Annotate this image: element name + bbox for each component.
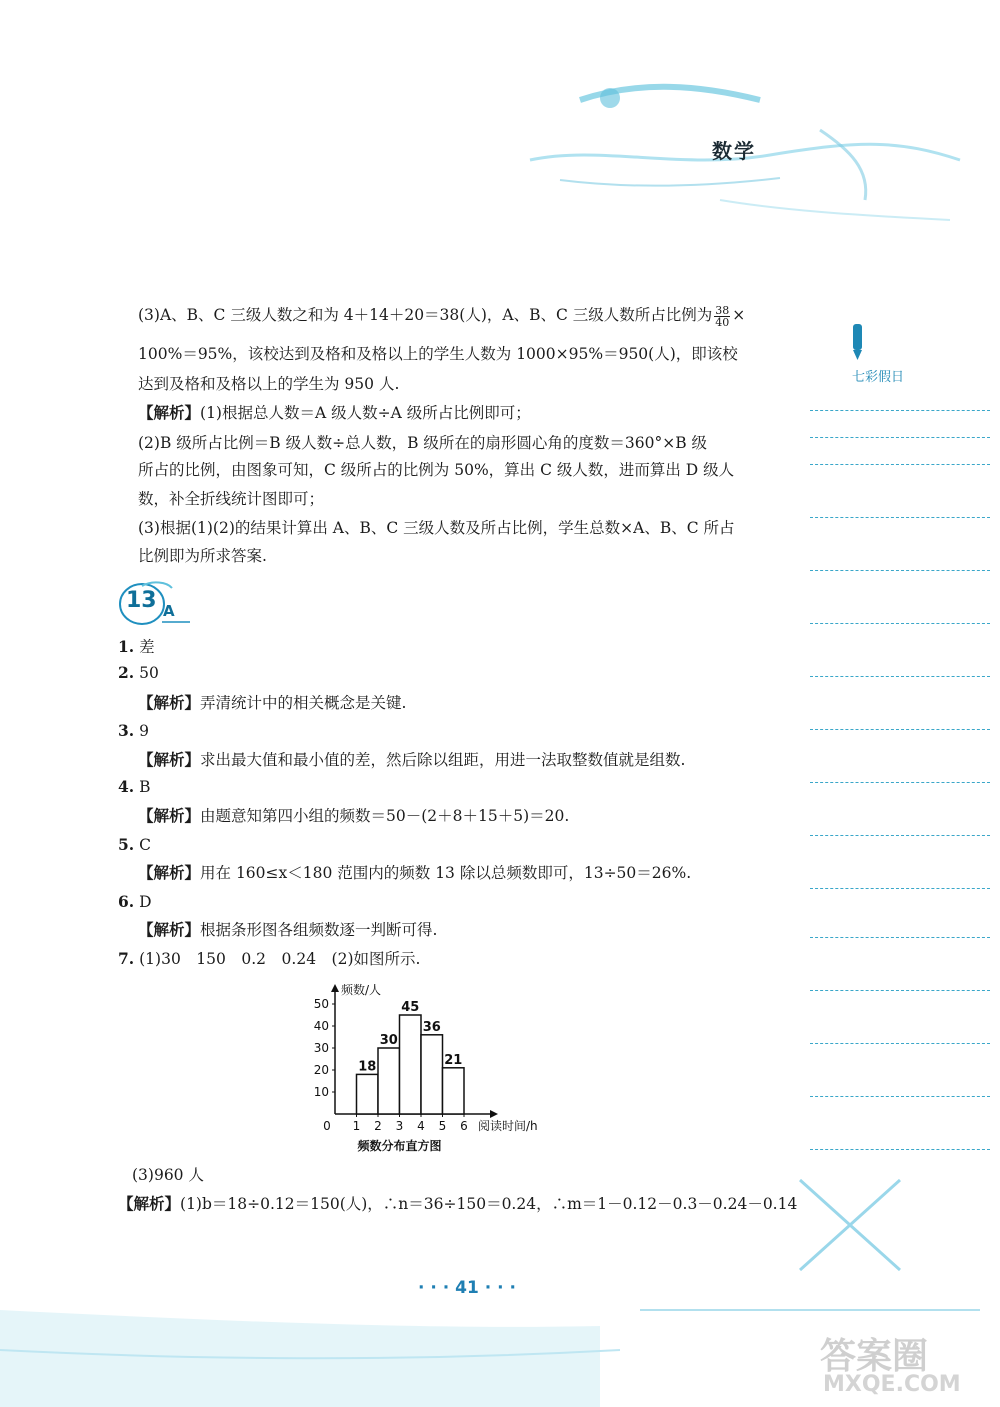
y-tick-label: 50 — [313, 997, 329, 1011]
x-tick-label: 5 — [438, 1119, 447, 1133]
answer-item — [118, 891, 152, 913]
x-tick-label: 6 — [460, 1119, 468, 1133]
page-number: · · · 41 · · · — [418, 1278, 516, 1298]
note-line — [810, 1043, 990, 1044]
histogram-bar — [421, 1035, 443, 1114]
answer-text: 9 — [139, 722, 149, 740]
answer-item — [118, 720, 149, 742]
answer-text: B — [139, 778, 151, 796]
note-line — [810, 1096, 990, 1097]
note-line — [810, 937, 990, 938]
text-line: 100%＝95%，该校达到及格和及格以上的学生人数为 1000×95%＝950(人)，即该校 — [138, 345, 738, 363]
note-line — [810, 782, 990, 783]
subject-title: 数学 — [712, 139, 756, 163]
x-tick-label: 3 — [395, 1119, 404, 1133]
note-line — [810, 464, 990, 465]
answer-text: C — [139, 836, 151, 854]
text-line — [138, 304, 745, 328]
text-line: 所占的比例，由图象可知，C 级所占的比例为 50%，算出 C 级人数，进而算出 D 级人 — [138, 461, 735, 479]
text-line: 达到及格和及格以上的学生为 950 人. — [138, 375, 400, 393]
analysis-line — [138, 805, 569, 827]
item-number: 7. — [118, 949, 135, 968]
answer-text: (1)30 150 0.2 0.24 (2)如图所示. — [139, 950, 421, 968]
note-line — [810, 990, 990, 991]
histogram-bar — [357, 1074, 379, 1114]
cross-decoration — [790, 1170, 910, 1280]
item-number: 2. — [118, 663, 135, 682]
chart-title: 频数分布直方图 — [357, 1139, 442, 1152]
watermark-logo: 答案圈 — [820, 1336, 929, 1377]
analysis-text: (1)b＝18÷0.12＝150(人)，∴n＝36÷150＝0.24，∴m＝1－0.12－0.3－0.24－0.14 — [180, 1195, 798, 1213]
analysis-tag: 【解析】 — [138, 863, 201, 882]
bar-value-label: 45 — [401, 1000, 420, 1015]
note-line — [810, 676, 990, 677]
analysis-tag: 【解析】 — [138, 403, 201, 422]
note-line — [810, 888, 990, 889]
x-tick-label: 4 — [417, 1119, 425, 1133]
note-line — [810, 517, 990, 518]
analysis-text: 由题意知第四小组的频数＝50－(2＋8＋15＋5)＝20. — [200, 807, 570, 825]
fraction-denominator: 40 — [715, 315, 730, 329]
x-tick-label: 0 — [323, 1119, 331, 1133]
x-axis-label: 阅读时间/h — [478, 1119, 538, 1133]
analysis-text: 根据条形图各组频数逐一判断可得. — [200, 921, 438, 939]
item-number: 6. — [118, 892, 135, 911]
note-line — [810, 835, 990, 836]
note-line — [810, 437, 990, 438]
text-part: × — [732, 306, 746, 324]
analysis-tag: 【解析】 — [138, 750, 201, 769]
item-number: 3. — [118, 721, 135, 740]
fraction — [714, 305, 730, 328]
answer-item — [118, 662, 159, 684]
analysis-line — [138, 749, 685, 771]
item-number: 4. — [118, 777, 135, 796]
analysis-tag: 【解析】 — [138, 806, 201, 825]
bar-value-label: 18 — [358, 1059, 377, 1075]
x-tick-label: 1 — [352, 1119, 361, 1133]
analysis-line — [118, 1193, 797, 1215]
bar-value-label: 21 — [444, 1052, 463, 1068]
analysis-text: 用在 160≤x＜180 范围内的频数 13 除以总频数即可，13÷50＝26%. — [200, 864, 692, 882]
bar-value-label: 36 — [422, 1019, 441, 1035]
y-tick-label: 20 — [313, 1063, 329, 1077]
pen-icon — [846, 322, 870, 362]
answer-item — [118, 776, 151, 798]
analysis-text: 求出最大值和最小值的差，然后除以组距，用进一法取整数值就是组数. — [200, 751, 686, 769]
fraction-numerator: 38 — [715, 303, 730, 317]
x-tick-label: 2 — [374, 1119, 382, 1133]
histogram-chart — [300, 972, 580, 1152]
histogram-bar — [378, 1048, 400, 1114]
text-line: (3)根据(1)(2)的结果计算出 A、B、C 三级人数及所占比例，学生总数×A、B、C 所占 — [138, 519, 735, 537]
analysis-tag: 【解析】 — [118, 1194, 181, 1213]
text-line: 数，补全折线统计图即可； — [138, 490, 325, 508]
answer-text: (3)960 人 — [132, 1166, 204, 1184]
x-axis-arrow — [490, 1110, 498, 1118]
answer-item — [118, 834, 151, 856]
text-part: (3)A、B、C 三级人数之和为 4＋14＋20＝38(人)，A、B、C 三级人数所占比例为 — [138, 306, 713, 324]
analysis-text: 弄清统计中的相关概念是关键. — [200, 694, 407, 712]
histogram-bar — [400, 1015, 422, 1114]
answer-text: 50 — [139, 664, 159, 682]
analysis-line — [138, 919, 437, 941]
sidebar-title: 七彩假日 — [852, 370, 905, 385]
answer-item — [118, 948, 420, 970]
section-sub: A — [163, 602, 175, 620]
analysis-tag: 【解析】 — [138, 693, 201, 712]
histogram-bar — [443, 1068, 465, 1114]
y-axis-arrow — [331, 984, 339, 992]
analysis-text: (1)根据总人数＝A 级人数÷A 级所占比例即可； — [200, 404, 531, 422]
y-tick-label: 10 — [313, 1085, 329, 1099]
note-line — [810, 729, 990, 730]
analysis-line — [138, 862, 691, 884]
analysis-tag: 【解析】 — [138, 920, 201, 939]
analysis-line — [138, 692, 406, 714]
item-number: 1. — [118, 637, 135, 656]
y-tick-label: 40 — [313, 1019, 329, 1033]
note-line — [810, 623, 990, 624]
note-line — [810, 570, 990, 571]
text-line: (2)B 级所占比例＝B 级人数÷总人数，B 级所在的扇形圆心角的度数＝360°×B 级 — [138, 434, 708, 452]
answer-item — [118, 636, 155, 658]
watermark-url: MXQE.COM — [823, 1372, 961, 1397]
y-axis-label: 频数/人 — [341, 983, 382, 997]
analysis-line — [138, 402, 531, 424]
section-number: 13 — [126, 588, 157, 613]
note-line — [810, 410, 990, 411]
bar-value-label: 30 — [379, 1033, 398, 1048]
answer-text: D — [139, 893, 152, 911]
text-line: 比例即为所求答案. — [138, 547, 267, 565]
item-number: 5. — [118, 835, 135, 854]
y-tick-label: 30 — [313, 1041, 329, 1055]
note-line — [810, 1149, 990, 1150]
answer-text: 差 — [139, 638, 155, 656]
